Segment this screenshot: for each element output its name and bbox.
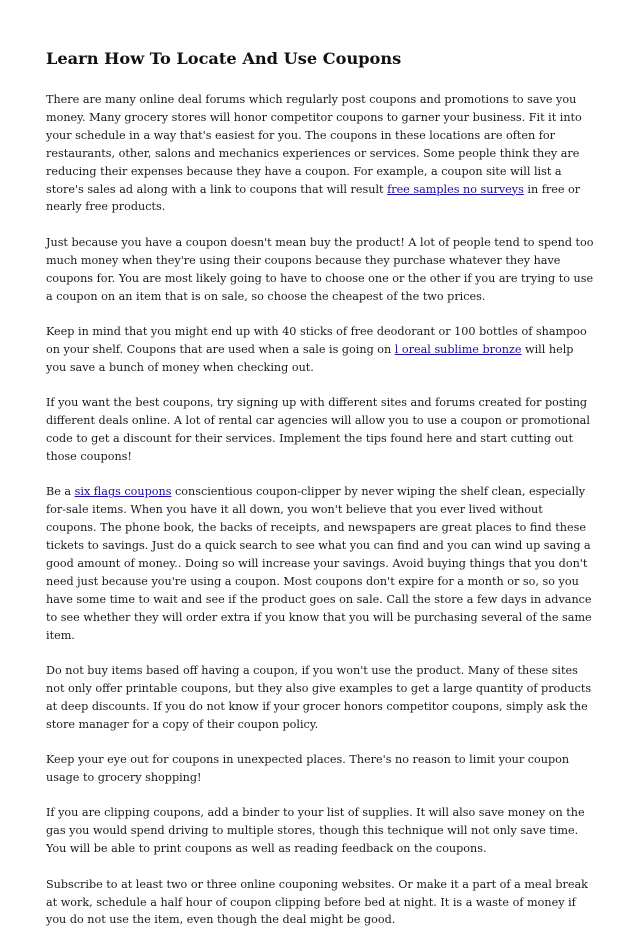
paragraph-2: Just because you have a coupon doesn't mean buy the product! A lot of people tend to spend too much money when they're using their coupons because they purchase whatever they have coupons for. You are most likely going to have to choose one or the other if you are trying to use a coupon on an item that is on sale, so choose the cheapest of the two prices.: [46, 235, 594, 303]
paragraph-text: conscientious coupon-clipper by never wiping the shelf clean, especially for-sale items. When you have it all down, you won't believe that you ever lived without coupons. The phone book, the backs of receipts, and newspapers are great places to find these tickets to savings. Just do a quick search to see what you can find and you can wind up saving a good amount of money.. Doing so will increase your savings. Avoid buying things that you don't need just because you're using a coupon. Most coupons don't expire for a month or so, so you have some time to wait and see if the product goes on sale. Call the store a few days in advance to see whether they will order extra if you know that you will be purchasing several of the same item.: [46, 485, 592, 642]
paragraph-text: in free or nearly free products.: [46, 182, 581, 214]
paragraph-4: If you want the best coupons, try signing up with different sites and forums created for posting different deals online. A lot of rental car agencies will allow you to use a coupon or promotional code to get a discount for their services. Implement the tips found here and start cutting out those coupons!: [46, 396, 590, 463]
paragraph-1: [46, 91, 594, 216]
document-page: [46, 48, 594, 947]
link-six-flags-coupons[interactable]: six flags coupons: [74, 485, 172, 499]
paragraph-text: Be a: [46, 485, 75, 499]
paragraph-5: [46, 483, 594, 644]
page-title: Learn How To Locate And Use Coupons: [46, 49, 402, 68]
paragraph-9: Subscribe to at least two or three online couponing websites. Or make it a part of a meal break at work, schedule a half hour of coupon clipping before bed at night. It is a waste of money if you do not use the item, even though the deal might be good.: [46, 877, 588, 927]
paragraph-8: If you are clipping coupons, add a binder to your list of supplies. It will also save money on the gas you would spend driving to multiple stores, though this technique will not only save time. You will be able to print coupons as well as reading feedback on the coupons.: [46, 806, 585, 856]
paragraph-text: Keep in mind that you might end up with 40 sticks of free deodorant or 100 bottles of shampoo on your shelf. Coupons that are used when a sale is going on: [46, 324, 587, 356]
paragraph-text: will help you save a bunch of money when checking out.: [46, 342, 574, 374]
paragraph-text: There are many online deal forums which regularly post coupons and promotions to save you money. Many grocery stores will honor competitor coupons to garner your business. Fit it into your schedule in a way that's easiest for you. The coupons in these locations are often for restaurants, other, salons and mechanics experiences or services. Some people think they are reducing their expenses because they have a coupon. For example, a coupon site will list a store's sales ad along with a link to coupons that will result: [46, 93, 582, 196]
link-free-samples-no-surveys[interactable]: free samples no surveys: [387, 182, 524, 196]
link-loreal-sublime-bronze[interactable]: l oreal sublime bronze: [394, 342, 522, 356]
paragraph-7: Keep your eye out for coupons in unexpected places. There's no reason to limit your coupon usage to grocery shopping!: [46, 753, 570, 784]
paragraph-3: [46, 323, 594, 377]
paragraph-6: Do not buy items based off having a coupon, if you won't use the product. Many of these sites not only offer printable coupons, but they also give examples to get a large quantity of products at deep discounts. If you do not know if your grocer honors competitor coupons, simply ask the store manager for a copy of their coupon policy.: [46, 663, 592, 731]
